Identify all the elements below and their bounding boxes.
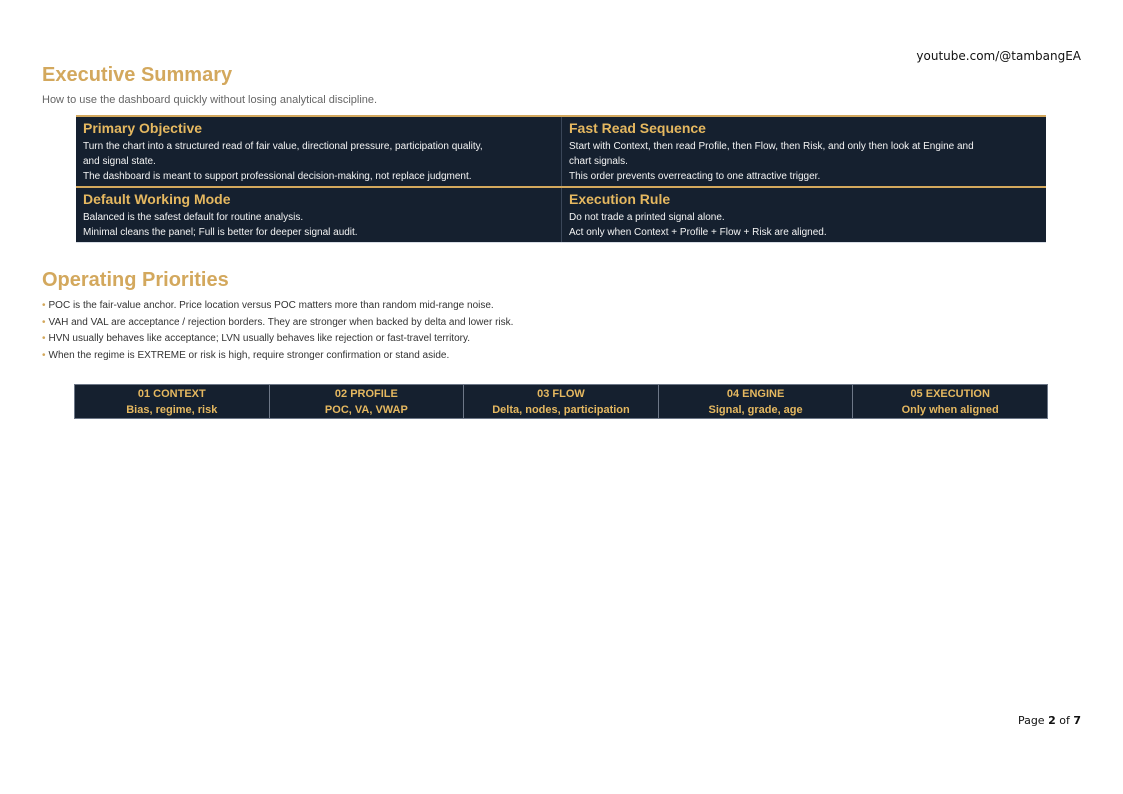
- list-item-text: POC is the fair-value anchor. Price location versus POC matters more than random mid-range noise.: [48, 300, 494, 311]
- cell-title: Fast Read Sequence: [569, 120, 706, 136]
- list-item-text: When the regime is EXTREME or risk is high, require stronger confirmation or stand aside.: [48, 349, 450, 361]
- step-title: 05 EXECUTION: [910, 388, 990, 400]
- priority-list: [42, 298, 513, 364]
- step-title: 03 FLOW: [537, 388, 585, 400]
- channel-link[interactable]: youtube.com/@tambangEA: [916, 49, 1081, 63]
- summary-row: [76, 117, 1046, 188]
- bullet-icon: •: [42, 316, 46, 328]
- step-subtitle: POC, VA, VWAP: [324, 404, 408, 416]
- step-subtitle: Only when aligned: [901, 404, 999, 416]
- execution-rule-cell: [561, 188, 1046, 242]
- list-item: [42, 348, 513, 365]
- step-title: 02 PROFILE: [334, 388, 398, 400]
- cell-line: and signal state.: [83, 156, 156, 167]
- default-working-mode-cell: [76, 188, 561, 242]
- cell-line: Balanced is the safest default for routine analysis.: [83, 212, 304, 223]
- page-total: 7: [1073, 714, 1081, 727]
- cell-line: Start with Context, then read Profile, then Flow, then Risk, and only then look at Engine and: [569, 141, 974, 152]
- list-item: [42, 331, 513, 348]
- list-item: [42, 298, 513, 315]
- cell-line: chart signals.: [569, 156, 628, 167]
- page-label: Page: [1017, 714, 1045, 727]
- cell-title: Primary Objective: [83, 120, 203, 136]
- step-profile: [269, 385, 464, 418]
- executive-summary-title: Executive Summary: [42, 64, 233, 86]
- page-of: of: [1059, 714, 1070, 727]
- cell-line: Do not trade a printed signal alone.: [569, 212, 725, 223]
- summary-grid: [76, 115, 1046, 243]
- cell-line: Turn the chart into a structured read of fair value, directional pressure, participation quality,: [83, 141, 483, 152]
- step-subtitle: Delta, nodes, participation: [492, 404, 630, 416]
- cell-line: The dashboard is meant to support professional decision-making, not replace judgment.: [83, 171, 472, 182]
- cell-title: Default Working Mode: [83, 191, 231, 207]
- step-title: 01 CONTEXT: [137, 388, 206, 400]
- cell-line: This order prevents overreacting to one attractive trigger.: [569, 171, 821, 182]
- bullet-icon: •: [42, 333, 46, 344]
- step-engine: [658, 385, 853, 418]
- step-flow: [463, 385, 658, 418]
- step-context: [75, 385, 269, 418]
- cell-title: Execution Rule: [569, 191, 671, 207]
- summary-row: [76, 188, 1046, 243]
- bullet-icon: •: [42, 300, 46, 311]
- list-item-text: VAH and VAL are acceptance / rejection borders. They are stronger when backed by delta and lower risk.: [48, 316, 514, 328]
- list-item: [42, 315, 513, 332]
- executive-summary-subtitle: How to use the dashboard quickly without losing analytical discipline.: [42, 94, 378, 106]
- page-current: 2: [1048, 714, 1056, 727]
- step-execution: [852, 385, 1047, 418]
- step-subtitle: Signal, grade, age: [708, 404, 803, 416]
- cell-line: Minimal cleans the panel; Full is better for deeper signal audit.: [83, 227, 358, 238]
- operating-priorities-title: Operating Priorities: [42, 269, 229, 291]
- primary-objective-cell: [76, 117, 561, 186]
- list-item-text: HVN usually behaves like acceptance; LVN usually behaves like rejection or fast-travel territory.: [48, 333, 471, 344]
- cell-line: Act only when Context + Profile + Flow + Risk are aligned.: [569, 227, 827, 238]
- page-number: [1018, 714, 1081, 727]
- step-title: 04 ENGINE: [726, 388, 785, 400]
- bullet-icon: •: [42, 349, 46, 361]
- step-subtitle: Bias, regime, risk: [126, 404, 218, 416]
- fast-read-sequence-cell: [561, 117, 1046, 186]
- workflow-step-bar: [74, 384, 1048, 419]
